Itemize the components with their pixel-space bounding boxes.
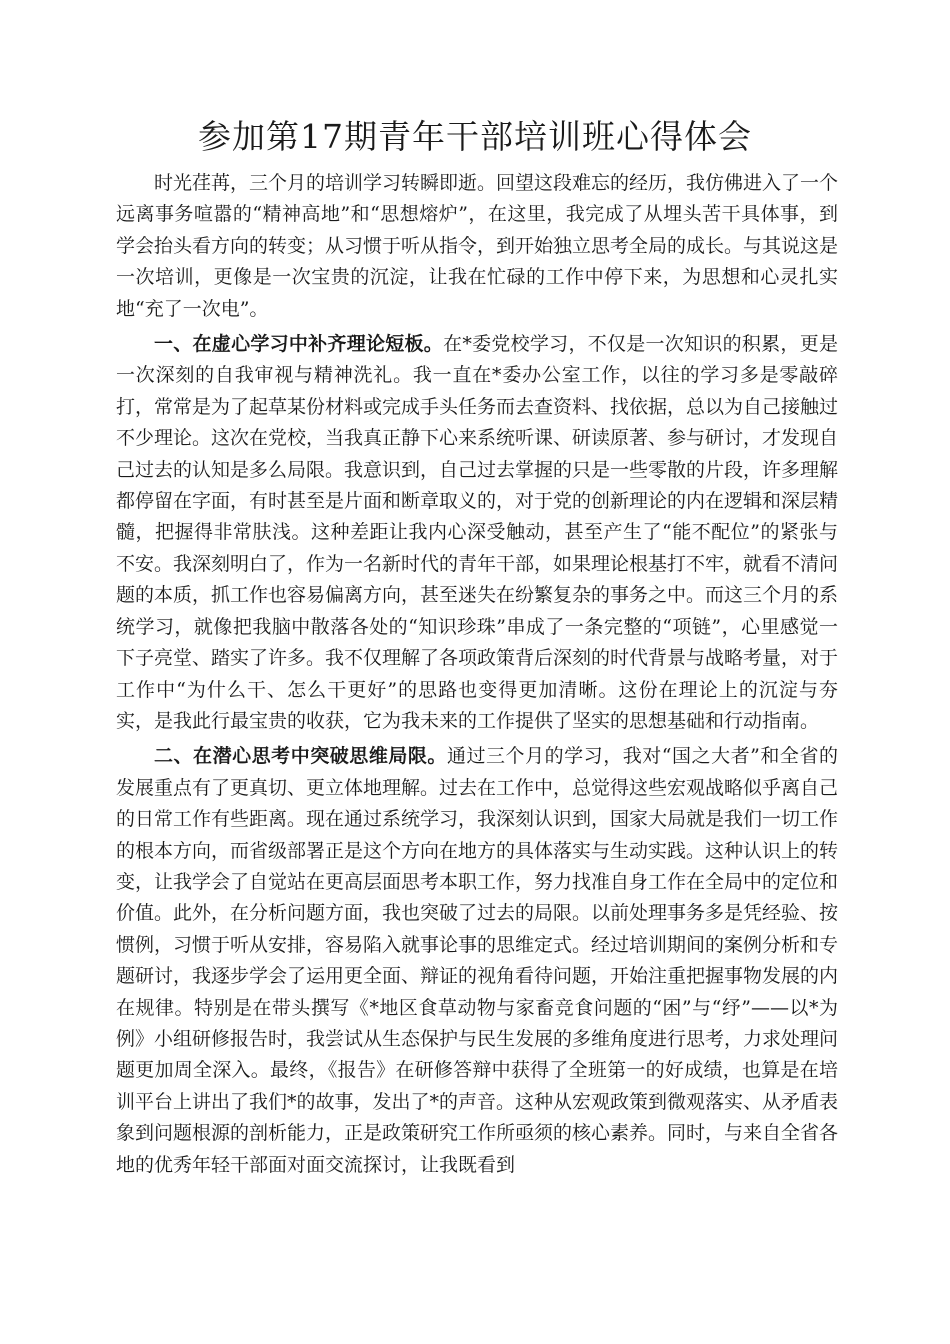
document-title: 参加第17期青年干部培训班心得体会 xyxy=(198,117,752,156)
paragraph-section-1 xyxy=(116,329,838,737)
paragraph-intro xyxy=(116,168,838,325)
paragraph-section-2 xyxy=(116,741,838,1181)
paragraph-text: 时光荏苒，三个月的培训学习转瞬即逝。回望这段难忘的经历，我仿佛进入了一个远离事务喧嚣的“精神高地”和“思想熔炉”，在这里，我完成了从埋头苦干具体事，到学会抬头看方向的转变；从习惯于听从指令，到开始独立思考全局的成长。与其说这是一次培训，更像是一次宝贵的沉淀，让我在忙碌的工作中停下来，为思想和心灵扎实地“充了一次电”。 xyxy=(116,172,839,320)
section-heading: 二、在潜心思考中突破思维局限。 xyxy=(154,745,447,768)
document-body xyxy=(116,168,838,1181)
paragraph-text: 在*委党校学习，不仅是一次知识的积累，更是一次深刻的自我审视与精神洗礼。我一直在*委办公室工作，以往的学习多是零敲碎打，常常是为了起草某份材料或完成手头任务而去查资料、找依据，总以为自己接触过不少理论。这次在党校，当我真正静下心来系统听课、研读原著、参与研讨，才发现自己过去的认知是多么局限。我意识到，自己过去掌握的只是一些零散的片段，许多理解都停留在字面，有时甚至是片面和断章取义的，对于党的创新理论的内在逻辑和深层精髓，把握得非常肤浅。这种差距让我内心深受触动，甚至产生了“能不配位”的紧张与不安。我深刻明白了，作为一名新时代的青年干部，如果理论根基打不牢，就看不清问题的本质，抓工作也容易偏离方向，甚至迷失在纷繁复杂的事务之中。而这三个月的系统学习，就像把我脑中散落各处的“知识珍珠”串成了一条完整的“项链”，心里感觉一下子亮堂、踏实了许多。我不仅理解了各项政策背后深刻的时代背景与战略考量，对于工作中“为什么干、怎么干更好”的思路也变得更加清晰。这份在理论上的沉淀与夯实，是我此行最宝贵的收获，它为我未来的工作提供了坚实的思想基础和行动指南。 xyxy=(116,333,839,732)
section-heading: 一、在虚心学习中补齐理论短板。 xyxy=(154,333,444,356)
paragraph-text: 通过三个月的学习，我对“国之大者”和全省的发展重点有了更真切、更立体地理解。过去在工作中，总觉得这些宏观战略似乎离自己的日常工作有些距离。现在通过系统学习，我深刻认识到，国家大局就是我们一切工作的根本方向，而省级部署正是这个方向在地方的具体落实与生动实践。这种认识上的转变，让我学会了自觉站在更高层面思考本职工作，努力找准自身工作在全局中的定位和价值。此外，在分析问题方面，我也突破了过去的局限。以前处理事务多是凭经验、按惯例，习惯于听从安排，容易陷入就事论事的思维定式。经过培训期间的案例分析和专题研讨，我逐步学会了运用更全面、辩证的视角看待问题，开始注重把握事物发展的内在规律。特别是在带头撰写《*地区食草动物与家畜竞食问题的“困”与“纾”——以*为例》小组研修报告时，我尝试从生态保护与民生发展的多维角度进行思考，力求处理问题更加周全深入。最终，《报告》在研修答辩中获得了全班第一的好成绩，也算是在培训平台上讲出了我们*的故事，发出了*的声音。这种从宏观政策到微观落实、从矛盾表象到问题根源的剖析能力，正是政策研究工作所亟须的核心素养。同时，与来自全省各地的优秀年轻干部面对面交流探讨，让我既看到 xyxy=(116,745,839,1176)
